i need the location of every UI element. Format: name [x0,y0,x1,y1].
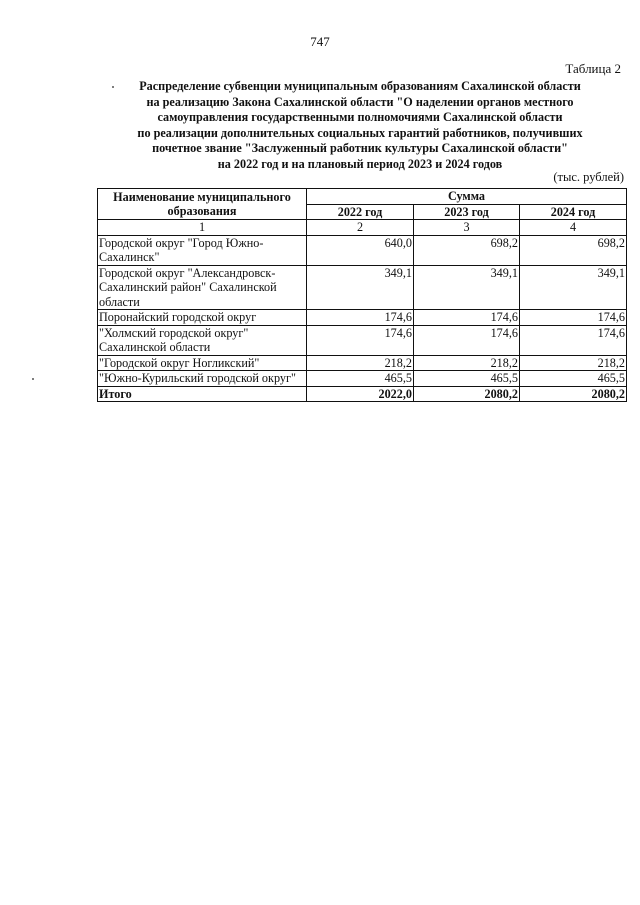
column-number: 3 [414,220,520,236]
value-2024: 698,2 [520,235,627,265]
total-2023: 2080,2 [414,386,520,402]
value-2022: 465,5 [307,371,414,387]
title-line: самоуправления государственными полномочиями Сахалинской области [157,110,563,125]
value-2024: 349,1 [520,265,627,310]
page-number: 747 [310,34,330,49]
title-line: на 2022 год и на плановый период 2023 и 2024 годов [217,156,503,171]
value-2022: 174,6 [307,325,414,355]
value-2023: 465,5 [414,371,520,387]
table-row [98,371,627,387]
units-label: (тыс. рублей) [553,170,624,184]
document-title [96,79,624,173]
column-number-row [98,220,627,236]
municipality-name: "Южно-Курильский городской округ" [98,371,307,387]
header-row [98,189,627,205]
value-2022: 174,6 [307,310,414,326]
table-row [98,235,627,265]
table-row [98,265,627,310]
column-number: 1 [98,220,307,236]
total-label: Итого [98,386,307,402]
year-header: 2023 год [414,204,520,220]
value-2024: 174,6 [520,325,627,355]
value-2024: 465,5 [520,371,627,387]
total-2022: 2022,0 [307,386,414,402]
municipality-name: Городской округ "Город Южно-Сахалинск" [98,235,307,265]
scan-speck [112,86,114,88]
value-2023: 174,6 [414,325,520,355]
total-row [98,386,627,402]
column-number: 2 [307,220,414,236]
table-row [98,325,627,355]
scan-speck [32,378,34,380]
value-2024: 218,2 [520,355,627,371]
value-2022: 349,1 [307,265,414,310]
title-line: на реализацию Закона Сахалинской области "О наделении органов местного [146,94,574,109]
year-header: 2022 год [307,204,414,220]
value-2022: 218,2 [307,355,414,371]
table-row [98,310,627,326]
municipality-name: Городской округ "Александровск-Сахалинский район" Сахалинской области [98,265,307,310]
subsidy-table [97,188,627,402]
municipality-name: Поронайский городской округ [98,310,307,326]
title-line: Распределение субвенции муниципальным образованиям Сахалинской области [139,79,581,93]
value-2023: 174,6 [414,310,520,326]
value-2023: 698,2 [414,235,520,265]
table-label: Таблица 2 [565,61,621,76]
value-2024: 174,6 [520,310,627,326]
municipality-name: "Городской округ Ногликский" [98,355,307,371]
value-2023: 218,2 [414,355,520,371]
year-header: 2024 год [520,204,627,220]
municipality-name: "Холмский городской округ" Сахалинской области [98,325,307,355]
title-line: почетное звание "Заслуженный работник культуры Сахалинской области" [152,141,568,156]
column-number: 4 [520,220,627,236]
value-2023: 349,1 [414,265,520,310]
value-2022: 640,0 [307,235,414,265]
total-2024: 2080,2 [520,386,627,402]
title-line: по реализации дополнительных социальных гарантий работников, получивших [137,125,583,140]
header-sum-cell: Сумма [307,189,627,205]
header-name-cell: Наименование муниципального образования [98,189,307,220]
table-row [98,355,627,371]
